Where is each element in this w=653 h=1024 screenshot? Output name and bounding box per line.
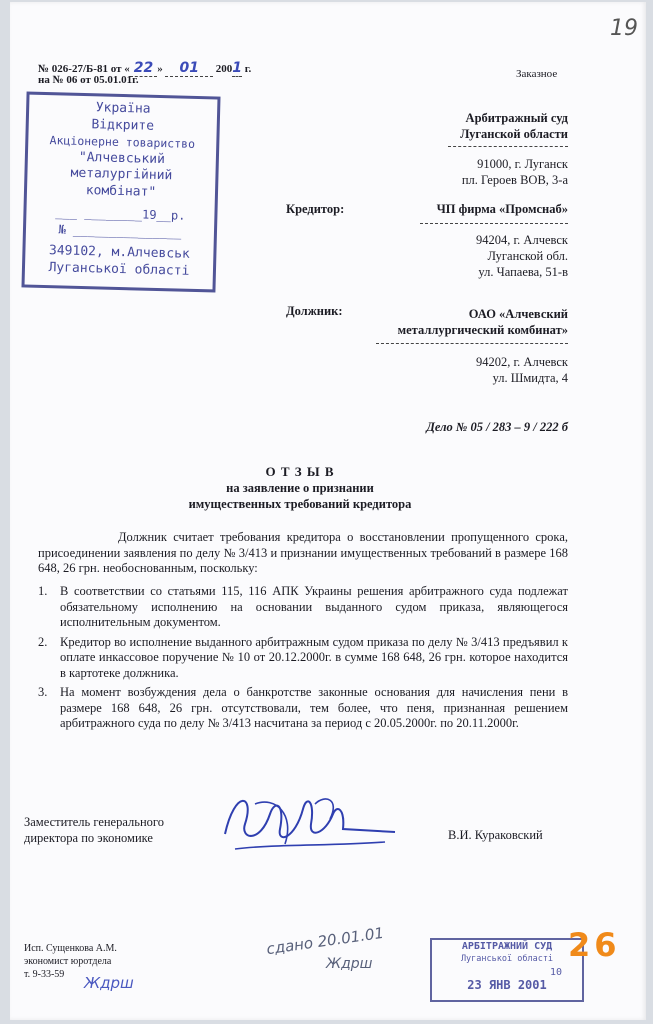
- sheet-number: 26: [568, 926, 621, 964]
- executor-info: Исп. Сущенкова А.М. экономист юротдела т. 9-33-59: [24, 943, 117, 980]
- signatory-position: Заместитель генерального директора по экономике: [24, 815, 164, 845]
- ref-day: 22: [130, 60, 157, 77]
- handwritten-note: сдано 20.01.01: [265, 923, 386, 959]
- signatory-name: В.И. Кураковский: [448, 828, 543, 842]
- ref-month: 01: [165, 60, 212, 77]
- signature: [215, 784, 405, 864]
- incoming-reference: на № 06 от 05.01.01г.: [38, 74, 139, 86]
- enterprise-stamp: [21, 91, 220, 292]
- document-subtitle-2: имущественных требований кредитора: [188, 497, 412, 511]
- stamp-line: 349102, м.Алчевськ: [48, 243, 191, 262]
- creditor-label: Кредитор:: [286, 202, 345, 216]
- stamp-line: комбінат": [85, 182, 157, 200]
- list-item: 3. На момент возбуждения дела о банкротстве законные основания для начисления пени в размере 168 648, 26 грн. отсутствовали, тем более, что пеня, признанная решением арбитражного суда по делу № 3/413 насчитана за период с 20.05.2000г. по 20.11.2000г.: [38, 685, 568, 730]
- case-number: Дело № 05 / 283 – 9 / 222 б: [426, 420, 568, 434]
- intro-paragraph: Должник считает требования кредитора о восстановлении пропущенного срока, присоединении заявления по делу № 3/413 и признании имущественных требований в размере 168 648, 26 грн. необоснованным, поскольку:: [38, 530, 568, 575]
- list-item: 2. Кредитор во исполнение выданного арбитражным судом приказа по делу № 3/413 предъявил к оплате инкассовое поручение № 10 от 20.12.2000г. в сумме 168 648, 26 грн. которое находится в картотеке должника.: [38, 634, 568, 680]
- debtor-label: Должник:: [286, 304, 343, 318]
- mail-type: Заказное: [516, 68, 558, 80]
- ref-year: 1: [232, 60, 242, 76]
- stamp-line: металургійний: [70, 165, 173, 184]
- court-stamp: АРБІТРАЖНИЙ СУД Луганської області 10 23 ЯНВ 2001: [430, 938, 584, 1002]
- divider: [448, 146, 568, 147]
- divider: [420, 223, 568, 224]
- stamp-line: Україна: [95, 100, 151, 117]
- addressee-court: Арбитражный суд Луганской области: [460, 111, 568, 141]
- court-address: 91000, г. Луганск пл. Героев ВОВ, 3-а: [461, 157, 568, 187]
- creditor-address: 94204, г. Алчевск Луганской обл. ул. Чапаева, 51-в: [475, 233, 568, 279]
- divider: [376, 343, 568, 344]
- document-page: [10, 2, 646, 1020]
- executor-initials: Ждрш: [84, 974, 134, 992]
- document-subtitle-1: на заявление о признании: [226, 481, 374, 495]
- stamp-line: Відкрите: [91, 116, 155, 134]
- stamp-line: ___ ________19__р.: [55, 205, 186, 223]
- stamp-line: № _______________: [58, 221, 182, 240]
- creditor-name: ЧП фирма «Промснаб»: [436, 202, 568, 216]
- outgoing-reference: № 026-27/Б-81 от « 22 » 01 2001 г.: [38, 60, 252, 76]
- stamp-line: "Алчевський: [78, 149, 166, 167]
- list-item: 1. В соответствии со статьями 115, 116 АПК Украины решения арбитражного суда подлежат обязательному исполнению на основании выданного судом приказа, являющегося исполнительным документом.: [38, 584, 568, 629]
- stamp-line: Луганської області: [48, 259, 190, 279]
- page-number: 19: [610, 16, 638, 41]
- document-title: О Т З Ы В: [265, 464, 335, 479]
- debtor-address: 94202, г. Алчевск ул. Шмидта, 4: [475, 355, 568, 385]
- debtor-name: ОАО «Алчевский металлургический комбинат»: [397, 307, 568, 337]
- points-list: [38, 584, 568, 732]
- handwritten-initials: Ждрш: [326, 956, 373, 972]
- stamp-line: Акціонерне товариство: [49, 133, 196, 151]
